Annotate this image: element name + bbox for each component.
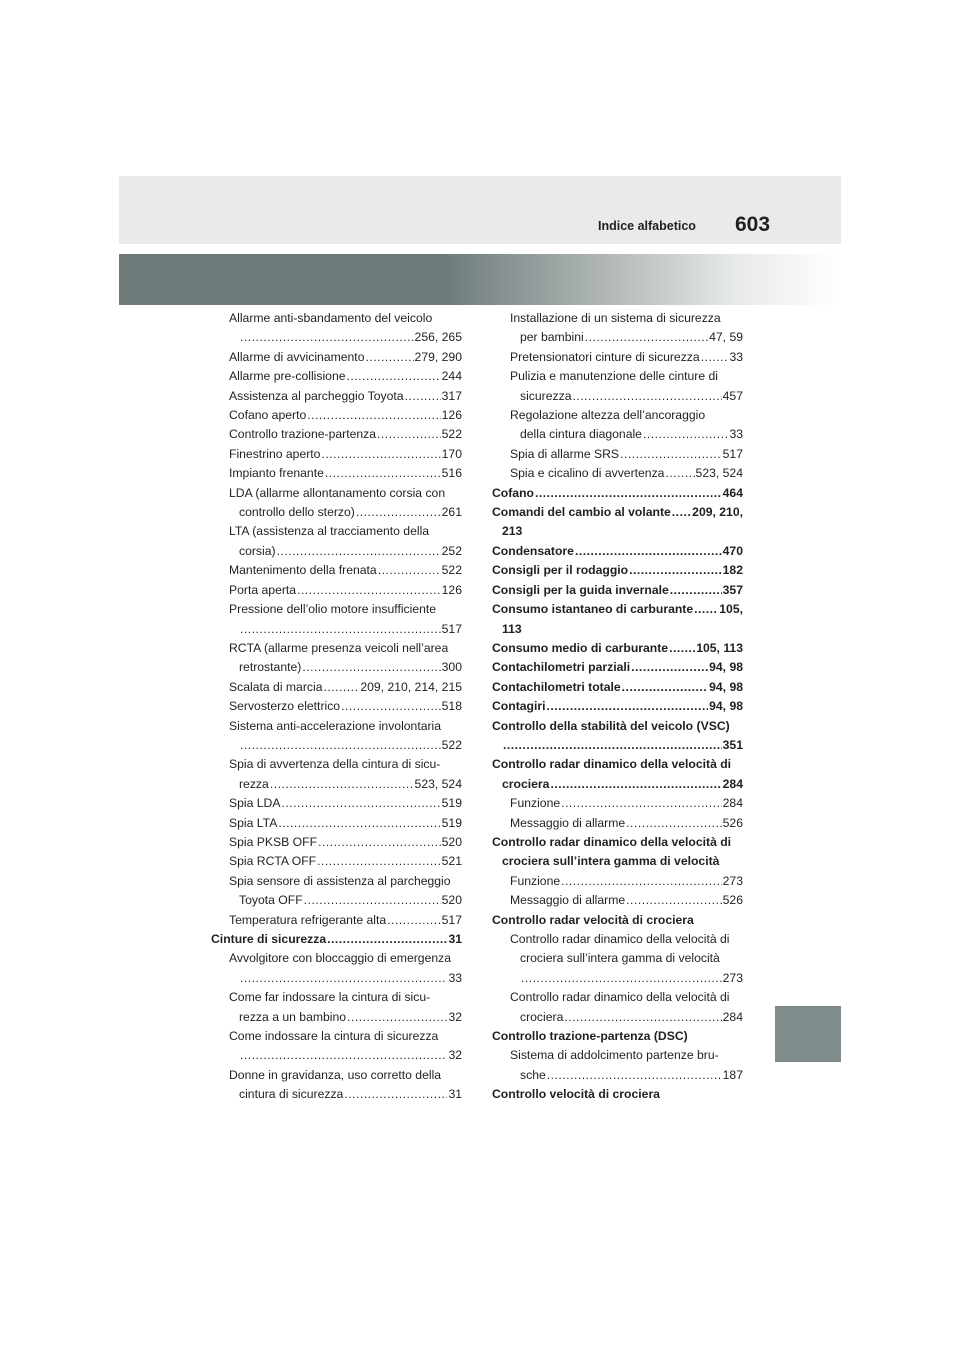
index-main-entry <box>492 542 743 561</box>
leader-dots <box>620 445 722 464</box>
header-band <box>119 176 841 244</box>
leader-dots <box>325 464 441 483</box>
index-entry-label: Condensatore <box>492 543 574 558</box>
index-entry-page: 526 <box>722 815 743 830</box>
leader-dots <box>347 1008 447 1027</box>
index-entry-label: Consigli per la guida invernale <box>492 582 669 597</box>
index-sub-entry <box>211 988 462 1027</box>
index-entry-page: 518 <box>441 699 462 714</box>
index-sub-entry <box>211 464 462 483</box>
leader-dots <box>626 891 721 910</box>
index-entry-page: 94, 98 <box>709 660 743 675</box>
index-entry-page: 519 <box>441 815 462 830</box>
index-sub-entry <box>211 348 462 367</box>
index-entry-label-continued: retrostante) <box>239 660 302 675</box>
leader-dots <box>521 969 722 988</box>
index-entry-page: 470 <box>722 543 743 558</box>
index-sub-entry <box>211 911 462 930</box>
index-entry-page: 279, 290 <box>414 349 462 364</box>
index-entry-label: Spia di avvertenza della cintura di sicu- <box>229 757 441 772</box>
index-entry-label: Cinture di sicurezza <box>211 932 327 946</box>
index-main-entry <box>492 658 743 677</box>
index-entry-label: Controllo radar dinamico della velocità di <box>510 990 730 1005</box>
index-entry-page: 464 <box>722 485 743 500</box>
leader-dots <box>665 464 694 483</box>
index-entry-page: 300 <box>441 660 462 675</box>
index-sub-entry <box>492 891 743 910</box>
index-entry-page-continued: 213 <box>502 524 523 539</box>
index-entry-page: 209, 210, <box>692 505 743 520</box>
leader-dots <box>547 1066 722 1085</box>
index-entry-page: 31 <box>448 932 462 946</box>
index-main-entry <box>492 503 743 542</box>
index-sub-entry <box>211 755 462 794</box>
index-entry-page: 521 <box>441 854 462 869</box>
index-entry-label-continued: corsia) <box>239 543 276 558</box>
leader-dots <box>341 697 441 716</box>
index-main-entry <box>492 1027 743 1046</box>
index-entry-page: 47, 59 <box>709 330 743 345</box>
index-entry-label-continued: crociera sull’intera gamma di velocità <box>502 854 720 869</box>
leader-dots <box>672 503 691 522</box>
index-entry-label-continued: crociera <box>520 1009 564 1024</box>
index-entry-page: 357 <box>722 582 743 597</box>
index-main-entry <box>492 581 743 600</box>
index-entry-label: Servosterzo elettrico <box>229 699 341 714</box>
index-sub-entry <box>211 406 462 425</box>
leader-dots <box>318 833 441 852</box>
index-main-entry <box>492 678 743 697</box>
index-sub-entry <box>492 367 743 406</box>
leader-dots <box>561 872 722 891</box>
index-sub-entry <box>211 833 462 852</box>
index-entry-page: 457 <box>722 388 743 403</box>
index-entry-page: 519 <box>441 796 462 811</box>
index-entry-page: 126 <box>441 582 462 597</box>
leader-dots <box>572 387 721 406</box>
index-entry-page: 351 <box>722 737 743 752</box>
index-entry-label: Comandi del cambio al volante <box>492 505 671 520</box>
index-column-left <box>211 309 462 1105</box>
leader-dots <box>356 503 441 522</box>
index-entry-label: Cofano aperto <box>229 408 307 423</box>
index-entry-page: 209, 210, 214, 215 <box>360 679 462 694</box>
index-entry-page: 252 <box>441 543 462 558</box>
index-entry-page: 32 <box>448 1009 462 1024</box>
leader-dots <box>240 736 441 755</box>
leader-dots <box>327 930 447 949</box>
index-entry-page: 522 <box>441 563 462 578</box>
leader-dots <box>304 891 441 910</box>
index-entry-label-continued: della cintura diagonale <box>520 427 642 442</box>
index-sub-entry <box>492 309 743 348</box>
index-sub-entry <box>211 484 462 523</box>
leader-dots <box>694 600 718 619</box>
index-entry-page: 33 <box>729 349 743 364</box>
index-entry-label-continued: cintura di sicurezza <box>239 1087 344 1102</box>
index-main-entry <box>492 639 743 658</box>
index-entry-page: 182 <box>722 563 743 578</box>
leader-dots <box>344 1085 447 1104</box>
index-entry-label: Messaggio di allarme <box>510 815 626 830</box>
index-entry-label: Controllo della stabilità del veicolo (VSC) <box>492 718 730 733</box>
index-entry-label: Controllo trazione-partenza <box>229 427 377 442</box>
leader-dots <box>307 406 440 425</box>
index-entry-label: Consumo istantaneo di carburante <box>492 602 694 617</box>
leader-dots <box>387 911 440 930</box>
index-entry-label: Regolazione altezza dell’ancoraggio <box>510 408 706 423</box>
leader-dots <box>643 425 728 444</box>
index-entry-label: Impianto frenante <box>229 466 324 481</box>
index-sub-entry <box>211 872 462 911</box>
leader-dots <box>670 581 722 600</box>
index-entry-page: 522 <box>441 427 462 442</box>
index-main-entry <box>492 697 743 716</box>
leader-dots <box>535 484 722 503</box>
index-sub-entry <box>211 425 462 444</box>
index-entry-page: 32 <box>448 1048 462 1063</box>
index-entry-label: Come indossare la cintura di sicurezza <box>229 1029 439 1044</box>
leader-dots <box>561 794 722 813</box>
leader-dots <box>240 1046 447 1065</box>
index-sub-entry <box>492 988 743 1027</box>
index-entry-label: Sistema di addolcimento partenze bru- <box>510 1048 719 1063</box>
index-sub-entry <box>211 1066 462 1105</box>
index-entry-label: LTA (assistenza al tracciamento della <box>229 524 430 539</box>
leader-dots <box>622 678 708 697</box>
index-entry-page: 244 <box>441 369 462 384</box>
index-entry-page: 33 <box>448 970 462 985</box>
index-entry-label: Controllo velocità di crociera <box>492 1087 660 1102</box>
index-entry-page: 520 <box>441 834 462 849</box>
index-entry-label: Pretensionatori cinture di sicurezza <box>510 349 700 364</box>
index-entry-label: Assistenza al parcheggio Toyota <box>229 388 404 403</box>
index-entry-label: Allarme pre-collisione <box>229 369 346 384</box>
index-entry-label: Avvolgitore con bloccaggio di emergenza <box>229 951 451 966</box>
leader-dots <box>626 814 721 833</box>
leader-dots <box>240 969 447 988</box>
index-main-entry <box>492 484 743 503</box>
leader-dots <box>701 348 729 367</box>
leader-dots <box>323 678 359 697</box>
index-entry-label: Spia RCTA OFF <box>229 854 317 869</box>
index-entry-page: 284 <box>722 776 743 791</box>
leader-dots <box>240 328 414 347</box>
index-entry-label: Finestrino aperto <box>229 446 321 461</box>
index-sub-entry <box>492 930 743 988</box>
index-sub-entry <box>492 814 743 833</box>
index-sub-entry <box>211 367 462 386</box>
index-sub-entry <box>211 794 462 813</box>
leader-dots <box>278 814 440 833</box>
index-main-entry <box>492 600 743 639</box>
leader-dots <box>378 561 441 580</box>
leader-dots <box>282 794 441 813</box>
index-entry-label: Controllo radar dinamico della velocità di <box>510 932 730 946</box>
index-entry-page: 170 <box>441 446 462 461</box>
index-sub-entry <box>211 697 462 716</box>
index-entry-label-continued: per bambini <box>520 330 584 345</box>
leader-dots <box>503 736 722 755</box>
leader-dots <box>585 328 708 347</box>
index-entry-label: Funzione <box>510 796 561 811</box>
index-sub-entry <box>211 561 462 580</box>
index-entry-label: Spia di allarme SRS <box>510 446 620 461</box>
leader-dots <box>270 775 414 794</box>
index-entry-page: 187 <box>722 1067 743 1082</box>
index-entry-label-continued: rezza a un bambino <box>239 1009 347 1024</box>
index-entry-label: Come far indossare la cintura di sicu- <box>229 990 431 1005</box>
index-entry-page: 284 <box>722 796 743 811</box>
index-entry-page: 523, 524 <box>695 466 743 481</box>
index-entry-label: Consumo medio di carburante <box>492 640 669 655</box>
index-sub-entry <box>211 949 462 988</box>
index-entry-page: 105, 113 <box>696 640 743 655</box>
index-sub-entry <box>492 1046 743 1085</box>
index-entry-label: Spia LDA <box>229 796 281 811</box>
index-entry-label: Spia e cicalino di avvertenza <box>510 466 665 481</box>
index-entry-page: 94, 98 <box>709 699 743 714</box>
index-entry-page: 284 <box>722 1009 743 1024</box>
index-sub-entry <box>492 348 743 367</box>
section-title: Indice alfabetico <box>598 219 696 233</box>
leader-dots <box>297 581 441 600</box>
index-entry-label: Controllo radar velocità di crociera <box>492 912 694 927</box>
index-entry-label: Mantenimento della frenata <box>229 563 377 578</box>
index-entry-page: 126 <box>441 408 462 423</box>
leader-dots <box>631 658 708 677</box>
index-sub-entry <box>211 387 462 406</box>
index-entry-page: 517 <box>441 912 462 927</box>
gradient-band <box>119 254 841 305</box>
index-sub-entry <box>211 852 462 871</box>
index-main-entry <box>211 930 462 949</box>
index-entry-label: Messaggio di allarme <box>510 893 626 908</box>
leader-dots <box>669 639 695 658</box>
leader-dots <box>550 775 721 794</box>
index-entry-page: 261 <box>441 505 462 520</box>
index-sub-entry <box>492 406 743 445</box>
index-main-entry <box>492 561 743 580</box>
index-entry-page: 522 <box>441 737 462 752</box>
leader-dots <box>347 367 441 386</box>
index-main-entry <box>492 755 743 794</box>
index-entry-page: 517 <box>722 446 743 461</box>
index-sub-entry <box>211 309 462 348</box>
section-side-tab <box>775 1006 841 1062</box>
index-entry-label: Spia PKSB OFF <box>229 834 318 849</box>
index-entry-label: Controllo radar dinamico della velocità di <box>492 834 732 849</box>
index-entry-label: Temperatura refrigerante alta <box>229 912 387 927</box>
index-sub-entry <box>211 1027 462 1066</box>
index-entry-page: 526 <box>722 893 743 908</box>
leader-dots <box>629 561 722 580</box>
index-entry-label-continued: sche <box>520 1067 546 1082</box>
index-entry-label: Contachilometri totale <box>492 679 621 694</box>
leader-dots <box>377 425 441 444</box>
leader-dots <box>405 387 441 406</box>
index-entry-label: Scalata di marcia <box>229 679 323 694</box>
index-entry-label-continued: crociera sull’intera gamma di velocità <box>520 951 720 966</box>
index-sub-entry <box>211 717 462 756</box>
index-main-entry <box>492 717 743 756</box>
index-entry-label-continued: sicurezza <box>520 388 572 403</box>
index-entry-label: Spia LTA <box>229 815 278 830</box>
index-entry-label: Allarme di avvicinamento <box>229 349 365 364</box>
leader-dots <box>302 658 440 677</box>
leader-dots <box>365 348 413 367</box>
index-entry-page: 516 <box>441 466 462 481</box>
index-sub-entry <box>211 445 462 464</box>
leader-dots <box>277 542 441 561</box>
index-entry-label: Donne in gravidanza, uso corretto della <box>229 1067 442 1082</box>
index-column-right <box>492 309 743 1105</box>
index-sub-entry <box>211 639 462 678</box>
index-entry-page: 517 <box>441 621 462 636</box>
index-entry-label: Controllo trazione-partenza (DSC) <box>492 1029 688 1044</box>
index-entry-label: Contagiri <box>492 699 546 714</box>
index-entry-page: 33 <box>729 427 743 442</box>
index-entry-label-continued: rezza <box>239 776 269 791</box>
index-sub-entry <box>492 794 743 813</box>
index-entry-page-continued: 113 <box>502 621 522 636</box>
leader-dots <box>547 697 709 716</box>
index-entry-label: Porta aperta <box>229 582 297 597</box>
leader-dots <box>321 445 440 464</box>
index-sub-entry <box>492 872 743 891</box>
index-entry-label-continued: controllo dello sterzo) <box>239 505 355 520</box>
index-entry-page: 523, 524 <box>414 776 462 791</box>
index-entry-label-continued: crociera <box>502 776 550 791</box>
index-main-entry <box>492 1085 743 1104</box>
index-sub-entry <box>211 814 462 833</box>
leader-dots <box>240 620 441 639</box>
index-entry-page: 317 <box>441 388 462 403</box>
index-entry-label: Pressione dell’olio motore insufficiente <box>229 602 437 617</box>
index-entry-label: LDA (allarme allontanamento corsia con <box>229 485 446 500</box>
leader-dots <box>317 852 441 871</box>
index-entry-page: 273 <box>722 873 743 888</box>
index-entry-page: 105, <box>719 602 743 617</box>
index-entry-label: Funzione <box>510 873 561 888</box>
index-sub-entry <box>211 522 462 561</box>
index-entry-label-continued: Toyota OFF <box>239 893 303 908</box>
index-entry-label: Consigli per il rodaggio <box>492 563 629 578</box>
index-entry-page: 520 <box>441 893 462 908</box>
index-entry-page: 256, 265 <box>414 330 462 345</box>
index-main-entry <box>492 911 743 930</box>
page-number: 603 <box>735 213 771 236</box>
index-sub-entry <box>211 600 462 639</box>
index-entry-page: 273 <box>722 970 743 985</box>
leader-dots <box>575 542 722 561</box>
index-entry-label: Sistema anti-accelerazione involontaria <box>229 718 442 733</box>
index-sub-entry <box>492 445 743 464</box>
index-sub-entry <box>211 581 462 600</box>
leader-dots <box>564 1008 721 1027</box>
index-sub-entry <box>492 464 743 483</box>
index-entry-label: Contachilometri parziali <box>492 660 631 675</box>
index-sub-entry <box>211 678 462 697</box>
index-entry-label: Cofano <box>492 485 534 500</box>
index-entry-label: Installazione di un sistema di sicurezza <box>510 311 721 325</box>
index-entry-label: Controllo radar dinamico della velocità di <box>492 757 732 772</box>
index-main-entry <box>492 833 743 872</box>
index-entry-page: 94, 98 <box>709 679 743 694</box>
index-entry-label: Allarme anti-sbandamento del veicolo <box>229 311 433 325</box>
index-entry-label: Pulizia e manutenzione delle cinture di <box>510 369 718 384</box>
index-entry-label: RCTA (allarme presenza veicoli nell’area <box>229 640 449 655</box>
index-entry-page: 31 <box>448 1087 462 1102</box>
index-entry-label: Spia sensore di assistenza al parcheggio <box>229 873 451 888</box>
